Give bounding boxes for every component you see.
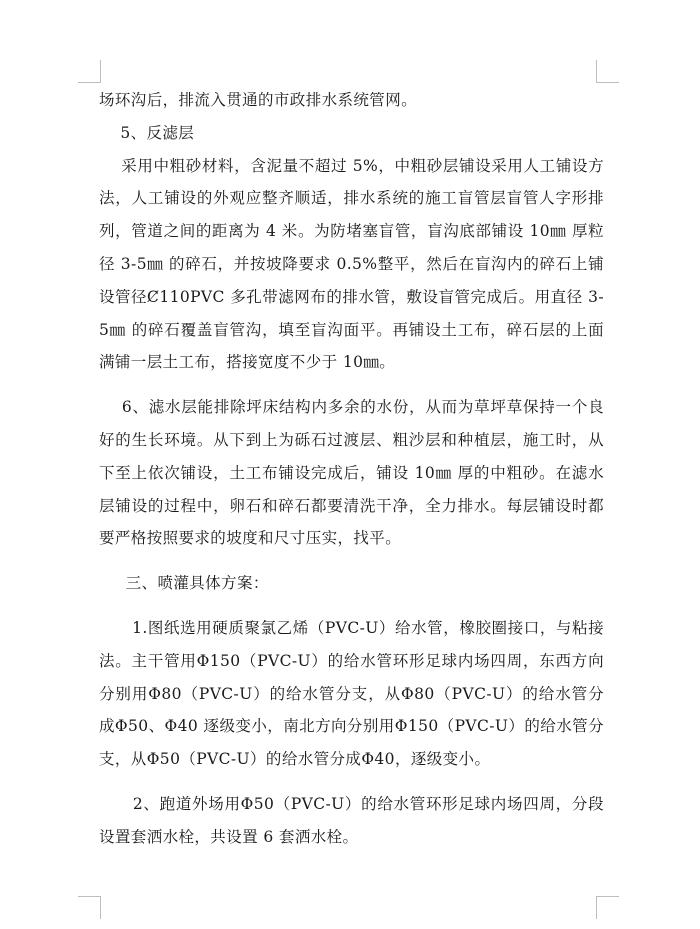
heading-filter-layer: 5、反滤层 — [99, 123, 195, 142]
para-track-sprinklers: 2、跑道外场用Φ50（PVC-U）的给水管环形足球内场四周，分段设置套洒水栓，共设置 6 套洒水栓。 — [99, 794, 604, 846]
para-water-filter-layer: 6、滤水层能排除坪床结构内多余的水份，从而为草坪草保持一个良好的生长环境。从下到上为砾石过渡层、粗沙层和种植层，施工时，从下至上依次铺设，土工布铺设完成后，铺设 10㎜ 厚的中粗砂。在滤水层铺设的过程中，卵石和碎石都要清洗干净，全力排水。每层铺设时都要严格按照要求的坡度和尺寸压实，找平。 — [99, 398, 604, 548]
para-irrigation-pipes: 1.图纸选用硬质聚氯乙烯（PVC-U）给水管，橡胶圈接口，与粘接法。主干管用Φ150（PVC-U）的给水管环形足球内场四周，东西方向分别用Φ80（PVC-U）的给水管分支，从Φ80（PVC-U）的给水管分成Φ50、Φ40 逐级变小，南北方向分别用Φ150（PVC-U）的给水管分支，从Φ50（PVC-U）的给水管分成Φ40，逐级变小。 — [99, 618, 604, 769]
crop-mark-top-left — [78, 60, 101, 83]
crop-mark-top-right — [596, 60, 619, 83]
document-page — [99, 84, 604, 854]
para-filter-layer: 采用中粗砂材料，含泥量不超过 5%，中粗砂层铺设采用人工铺设方法，人工铺设的外观应整齐顺适，排水系统的施工盲管层盲管人字形排列，管道之间的距离为 4 米。为防堵塞盲管，盲沟底部铺设 10㎜ 厚粒径 3-5㎜ 的碎石，并按坡降要求 0.5%整平，然后在盲沟内的碎石上铺设管径Ȼ110PVC 多孔带滤网布的排水管，敷设盲管完成后。用直径 3-5㎜ 的碎石覆盖盲管沟，填至盲沟面平。再铺设土工布，碎石层的上面满铺一层土工布，搭接宽度不少于 10㎜。 — [99, 156, 604, 372]
para-drainage-end: 场环沟后，排流入贯通的市政排水系统管网。 — [99, 91, 418, 109]
crop-mark-bottom-right — [596, 896, 619, 919]
heading-irrigation-plan: 三、喷灌具体方案： — [99, 574, 269, 593]
crop-mark-bottom-left — [78, 896, 101, 919]
